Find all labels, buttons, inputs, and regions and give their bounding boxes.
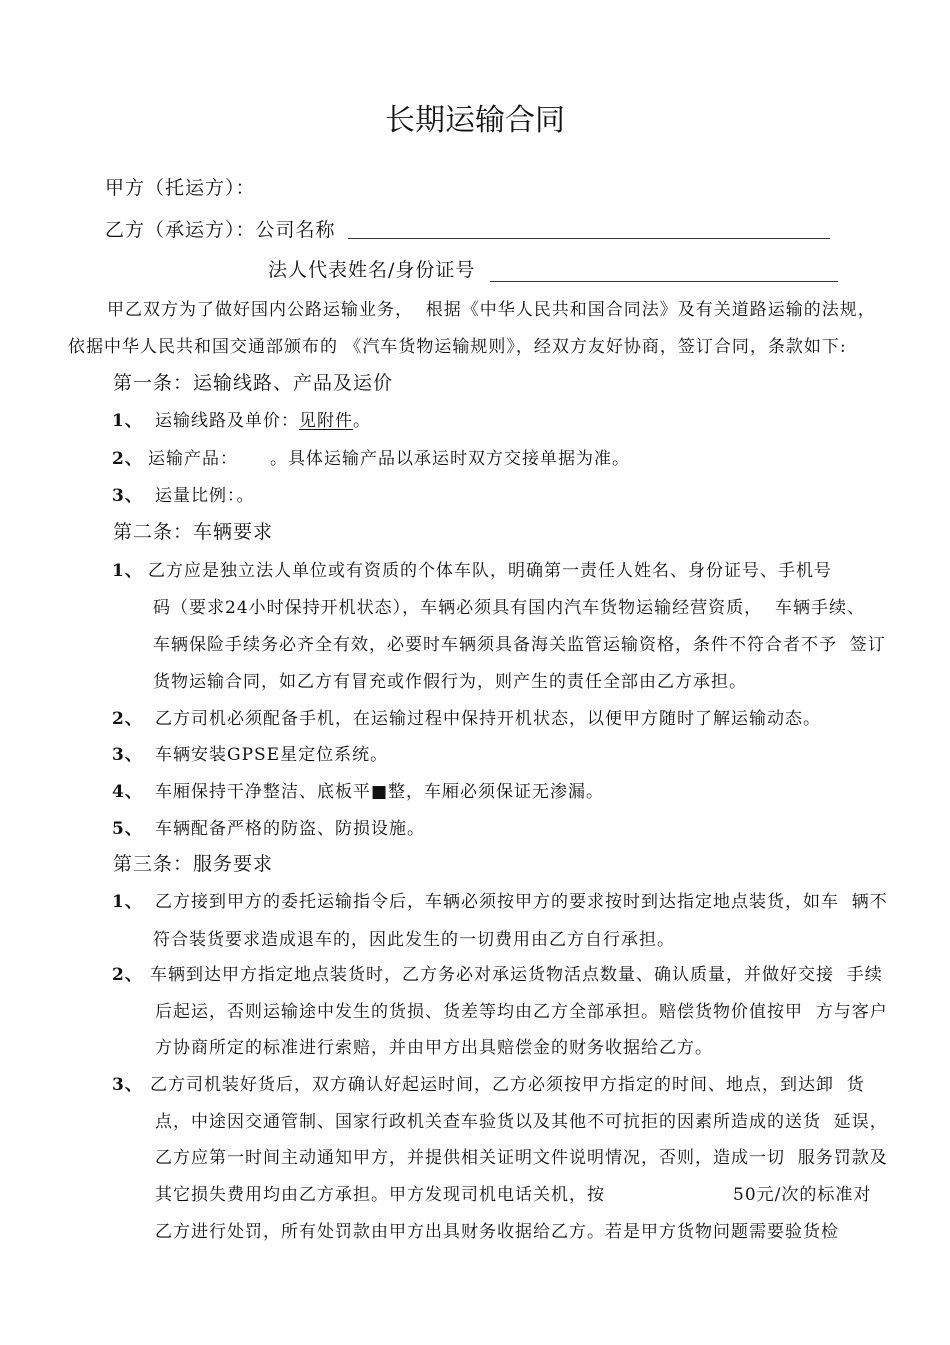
clause-text: 乙方司机必须配备手机，在运输过程中保持开机状态，以便甲方随时了解运输动态。 [155, 709, 821, 729]
clause-text: 乙方司机装好货后，双方确认好起运时间，乙方必须按甲方指定的时间、地点，到达卸 货 [150, 1075, 865, 1095]
clause-text: 乙方接到甲方的委托运输指令后，车辆必须按甲方的要求按时到达指定地点装货，如车 辆不 [155, 892, 888, 912]
clause-number: 1、 [112, 892, 143, 912]
clause-text-continued: 货物运输合同，如乙方有冒充或作假行为，则产生的责任全部由乙方承担。 [153, 672, 747, 692]
clause-text: 车辆安装GPSE星定位系统。 [155, 745, 389, 765]
clause-label: 运输线路及单价： [155, 411, 299, 431]
article-heading: 第三条：服务要求 [113, 853, 274, 875]
clause-text [155, 409, 371, 433]
clause-number: 1、 [112, 411, 143, 431]
clause-text: 乙方应是独立法人单位或有资质的个体车队，明确第一责任人姓名、身份证号、手机号 [148, 561, 832, 581]
clause-text: 车辆配备严格的防盗、防损设施。 [155, 819, 425, 839]
clause-number: 2、 [112, 709, 143, 729]
clause-number: 1、 [112, 561, 143, 581]
clause-text-continued: 符合装货要求造成退车的，因此发生的一切费用由乙方自行承担。 [153, 930, 675, 950]
clause-text: 车辆到达甲方指定地点装货时，乙方务必对承运货物活点数量、确认质量，并做好交接 手续 [150, 965, 883, 985]
clause-number: 5、 [112, 819, 143, 839]
preamble-line: 甲乙双方为了做好国内公路运输业务， 根据《中华人民共和国合同法》及有关道路运输的法规， [107, 300, 876, 320]
clause-number: 3、 [112, 1075, 143, 1095]
contract-title: 长期运输合同 [385, 103, 565, 138]
clause-number: 3、 [112, 745, 143, 765]
clause-text-continued: 乙方应第一时间主动通知甲方，并提供相关证明文件说明情况，否则，造成一切 服务罚款及 [155, 1148, 888, 1168]
clause-text-continued: 方协商所定的标准进行索赔，并由甲方出具赔偿金的财务收据给乙方。 [155, 1038, 713, 1058]
clause-text: 运量比例：。 [155, 486, 255, 506]
clause-number: 3、 [112, 486, 143, 506]
penalty-rate-text: 50元/次的标准对 [733, 1185, 872, 1205]
clause-text-continued: 点，中途因交通管制、国家行政机关查车验货以及其他不可抗拒的因素所造成的送货 延误， [155, 1112, 888, 1132]
clause-text-continued: 乙方进行处罚，所有处罚款由甲方出具财务收据给乙方。若是甲方货物问题需要验货检 [155, 1222, 839, 1242]
clause-text: 运输产品： 。具体运输产品以承运时双方交接单据为准。 [148, 449, 631, 469]
clause-number: 4、 [112, 782, 143, 802]
preamble-line: 依据中华人民共和国交通部颁布的 《汽车货物运输规则》，经双方友好协商，签订合同，条款如下: [68, 337, 847, 357]
legal-rep-id-blank [490, 281, 838, 282]
party-b-label: 乙方（承运方）：公司名称 [105, 219, 336, 241]
attachment-link[interactable]: 见附件 [299, 411, 353, 431]
clause-text: 车厢保持干净整洁、底板平■整，车厢必须保证无渗漏。 [155, 782, 605, 802]
article-heading: 第二条：车辆要求 [113, 521, 274, 543]
article-heading: 第一条：运输线路、产品及运价 [113, 372, 394, 394]
clause-text-continued: 车辆保险手续务必齐全有效，必要时车辆须具备海关监管运输资格，条件不符合者不予 签订 [153, 635, 886, 655]
company-name-blank [348, 238, 830, 239]
clause-text-continued: 其它损失费用均由乙方承担。甲方发现司机电话关机，按 [155, 1185, 605, 1205]
clause-text-continued: 码（要求24小时保持开机状态），车辆必须具有国内汽车货物运输经营资质， 车辆手续、 [153, 598, 865, 618]
party-a-label: 甲方（托运方）： [105, 177, 256, 199]
legal-rep-label: 法人代表姓名/身份证号 [268, 259, 476, 281]
clause-text-continued: 后起运，否则运输途中发生的货损、货差等均由乙方全部承担。赔偿货物价值按甲 方与客户 [155, 1002, 888, 1022]
clause-number: 2、 [112, 965, 143, 985]
clause-suffix: 。 [353, 411, 371, 431]
clause-number: 2、 [112, 449, 143, 469]
